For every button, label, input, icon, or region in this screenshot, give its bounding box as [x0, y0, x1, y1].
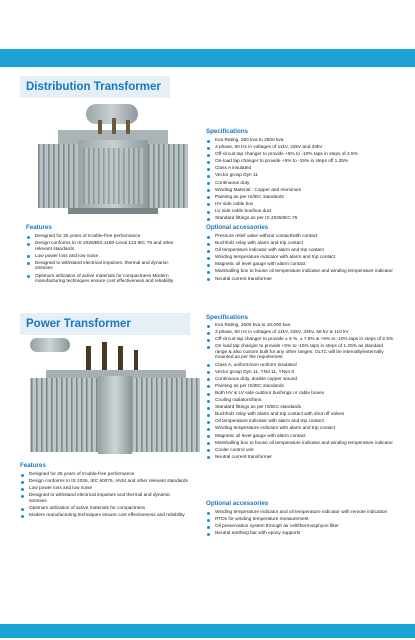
list-item: Optimum utilization of active materials for compactness [20, 506, 188, 512]
distribution-accessories-list [206, 234, 396, 284]
power-transformer-image [26, 336, 204, 456]
distribution-features-list [26, 234, 186, 286]
list-item: Low power loss and low noise [20, 486, 188, 492]
list-item: 3 phase, 50 Hz in voltages of 11kV, 22kV, 33kV, 66 kV & 110 kV [206, 330, 396, 336]
list-item: Buchholz relay with alarm and trip contact [206, 241, 396, 247]
list-item: Cooler control unit [206, 448, 396, 454]
list-item: Design conforms to IS 2026, IEC 60076, ANSI and other relevant standards [20, 479, 188, 485]
list-item: Modern manufacturing techniques ensure cost effectiveness and reliability [20, 513, 188, 519]
power-accessories-heading: Optional accessories [206, 500, 269, 507]
list-item: Both HV & LV side outdoor bushings or cable boxes [206, 391, 396, 397]
list-item: Design conforms to IS 2026/BIS:1180-Leval 123 IEC 76 and other relevant standards [26, 241, 186, 252]
distribution-title: Distribution Transformer [26, 81, 161, 93]
bottom-accent-bar [0, 624, 415, 638]
list-item: RTDs for winding temperature measurement [206, 517, 396, 523]
list-item: Designed to withstand electrical impulses, thermal and dynamic stresses [26, 261, 186, 272]
list-item: Vector group Dyn 11, YNd 11, YNyn 0 [206, 370, 396, 376]
list-item: On load tap changer to provide +5% to -15% taps in steps of 1.25% as standard range & also custom built for any other ranges. OLTC will be internally/externally mounted as per the requirement [206, 344, 396, 361]
power-accessories-list [206, 510, 396, 538]
list-item: HV side cable box [206, 202, 396, 208]
distribution-specifications-heading: Specifications [206, 128, 248, 135]
power-features-list [20, 472, 188, 520]
list-item: Standard fittings as per IS 2026/IEC 76 [206, 216, 396, 222]
list-item: Marshalling box to house oil temperature indicator and winding temperature indicator [206, 441, 396, 447]
list-item: Off-circuit tap changer to provide ± 5 %, ± 7.5% & +5% to -10% taps in steps of 2.5% [206, 337, 396, 343]
list-item: Class A insulated [206, 166, 396, 172]
list-item: On-load tap changer to provide +5% to -15% in steps off 1.25% [206, 159, 396, 165]
list-item: 3 phase, 50 Hz in voltages of 11kV, 22kV and 33kV [206, 145, 396, 151]
power-features-heading: Features [20, 462, 46, 469]
list-item: Cooling radiators/fans. [206, 398, 396, 404]
list-item: Kva Rating, 250 kva to 2500 kva [206, 138, 396, 144]
list-item: Painting as per IS/IEC standards [206, 195, 396, 201]
power-title: Power Transformer [26, 318, 131, 330]
distribution-specifications-list [206, 138, 396, 223]
list-item: Magnetic oil level gauge with alarm contact [206, 434, 396, 440]
list-item: Pressure relief valve without contact/with contact [206, 234, 396, 240]
distribution-features-heading: Features [26, 224, 52, 231]
list-item: LV side cable box/bus duct [206, 209, 396, 215]
list-item: Designed for 25 years of trouble-free performance [26, 234, 186, 240]
list-item: Neutral current transformer [206, 277, 396, 283]
list-item: Buchholz relay with alarm and trip contact with shut off valves [206, 412, 396, 418]
power-specifications-list [206, 323, 396, 462]
list-item: Magnetic oil level gauge with alarm contact [206, 262, 396, 268]
list-item: Designed to withstand electrical impulses and thermal and dynamic stresses [20, 493, 188, 504]
list-item: Standard fittings as per IS/IEC standards [206, 405, 396, 411]
list-item: Painting as per IS/IEC standards [206, 384, 396, 390]
list-item: Oil temperature indicator with alarm and trip contact [206, 419, 396, 425]
list-item: Vector group Dyn 11 [206, 173, 396, 179]
list-item: Winding temperature indicator with alarm and trip contact [206, 255, 396, 261]
list-item: Continuous duty [206, 181, 396, 187]
list-item: Optimum utilization of active materials for compactness Modern manufacturing techniques ensure cost effectiveness and reliability [26, 274, 186, 285]
list-item: Winding temperature indicator and oil temperature indicator with remote indication [206, 510, 396, 516]
list-item: Low power loss and low noise [26, 254, 186, 260]
list-item: Designed for 25 years of trouble-free performance [20, 472, 188, 478]
list-item: Winding temperature indicator with alarm and trip contact [206, 426, 396, 432]
list-item: Kva Rating, 2600 kva to 10,000 kva [206, 323, 396, 329]
list-item: Marshalling box to house oil temperature indicator and winding temperature indicator [206, 269, 396, 275]
distribution-accessories-heading: Optional accessories [206, 224, 269, 231]
list-item: Oil temperature indicator with alarm and trip contact [206, 248, 396, 254]
list-item: Neutral earthing bar with epoxy supports [206, 531, 396, 537]
list-item: Class A, uniform/non-uniform insulated [206, 363, 396, 369]
list-item: Winding Material : Copper and Aluminum [206, 188, 396, 194]
distribution-transformer-image [28, 100, 198, 218]
top-accent-bar [0, 49, 415, 67]
list-item: Neutral current transformer [206, 455, 396, 461]
list-item: Off-circuit tap changer to provide +5% to -10% taps in steps of 2.5% [206, 152, 396, 158]
list-item: Oil preservation system through air cell/thermosphyon filter [206, 524, 396, 530]
list-item: Continuous duty, double copper wound [206, 377, 396, 383]
power-specifications-heading: Specifications [206, 314, 248, 321]
